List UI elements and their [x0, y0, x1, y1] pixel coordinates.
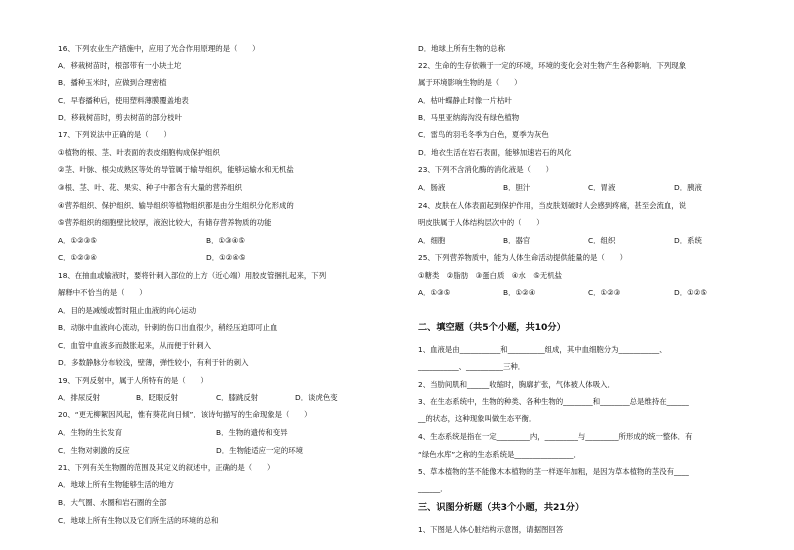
q17-option-c: C．①②③④ [58, 253, 98, 262]
section-fill-in-title: 二、填空题（共5个小题，共10分） [418, 322, 566, 333]
q25-option-a: A．①③⑤ [418, 288, 451, 297]
q25-option-c: C．①②③ [588, 288, 621, 297]
q19-option-d: D．谈虎色变 [295, 393, 338, 402]
q20-option-b: B．生物的遗传和变异 [216, 428, 288, 437]
q23-stem: 23、下列不含消化酶的消化液是（ ） [418, 165, 554, 174]
q18-option-c: C．血管中血液多而鼓胀起来，从而便于针刺入 [58, 341, 211, 350]
diagram-q1-stem: 1、下图是人体心脏结构示意图，请据图回答 [418, 525, 564, 534]
q17-option-d: D．①②④⑤ [206, 253, 246, 262]
fill-q5-line1: 5、草本植物的茎不能像木本植物的茎一样逐年加粗，是因为草本植物的茎没有____ [418, 467, 689, 476]
q16-option-a: A．移栽树苗时，根部带有一小块土坨 [58, 61, 182, 70]
q18-option-a: A．目的是减缓或暂时阻止血液的向心运动 [58, 306, 197, 315]
q17-stem: 17、下列说法中正确的是（ ） [58, 130, 171, 139]
q16-option-d: D．移栽树苗时，剪去树苗的部分枝叶 [58, 113, 182, 122]
q16-option-c: C．早春播种后，使用塑料薄膜覆盖地表 [58, 96, 189, 105]
fill-q4-line2: “绿色水库”之称的生态系统是________________． [418, 450, 581, 459]
q22-option-a: A．枯叶蝶静止时像一片枯叶 [418, 96, 512, 105]
fill-q1-line1: 1、血液是由___________和__________组成，其中血细胞分为___________、 [418, 345, 667, 354]
section-diagram-title: 三、识图分析题（共3个小题，共21分） [418, 502, 585, 513]
fill-q3-line2: __的状态，这种现象叫做生态平衡． [418, 414, 537, 423]
q21-stem: 21、下列有关生物圈的范围及其定义的叙述中，正确的是（ ） [58, 463, 275, 472]
q23-option-b: B．胆汁 [503, 183, 531, 192]
q17-statement-5: ⑤营养组织的细胞壁比较厚，液泡比较大，有储存营养物质的功能 [58, 218, 272, 227]
fill-q5-line2: ______． [418, 484, 448, 493]
q19-option-a: A．排尿反射 [58, 393, 101, 402]
q20-option-c: C．生物对刺激的反应 [58, 446, 130, 455]
q18-stem: 18、在抽血或输液时，要将针刺入部位的上方（近心端）用胶皮管捆扎起来，下列 [58, 271, 327, 280]
q18-stem-cont: 解释中不恰当的是（ ） [58, 288, 147, 297]
q24-stem-cont: 明皮肤属于人体结构层次中的（ ） [418, 218, 544, 227]
q16-option-b: B．播种玉米时，应做到合理密植 [58, 78, 167, 87]
q22-stem-cont: 属于环境影响生物的是（ ） [418, 78, 522, 87]
fill-q2: 2、当肋间肌和______收缩时，胸廓扩张，气体被人体吸入． [418, 380, 615, 389]
q24-option-b: B．器官 [503, 236, 531, 245]
fill-q3-line1: 3、在生态系统中，生物的种类、各种生物的________和________总是维持在______ [418, 397, 689, 406]
q25-items: ①糖类 ②脂肪 ③蛋白质 ④水 ⑤无机盐 [418, 271, 562, 280]
q24-option-d: D．系统 [674, 236, 702, 245]
q22-option-c: C．雷鸟的羽毛冬季为白色，夏季为灰色 [418, 130, 549, 139]
q22-option-b: B．马里亚纳海沟没有绿色植物 [418, 113, 520, 122]
q24-option-c: C．组织 [588, 236, 616, 245]
q17-option-a: A．①②③⑤ [58, 236, 97, 245]
q21-option-a: A．地球上所有生物能够生活的地方 [58, 480, 174, 489]
q19-option-b: B．眨眼反射 [136, 393, 179, 402]
q20-option-a: A．生物的生长发育 [58, 428, 123, 437]
q24-stem: 24、皮肤在人体表面起到保护作用，当皮肤划破时人会感到疼痛，甚至会流血，说 [418, 201, 687, 210]
q19-stem: 19、下列反射中，属于人所特有的是（ ） [58, 376, 208, 385]
q25-option-d: D．①②⑤ [674, 288, 707, 297]
q22-option-d: D．地衣生活在岩石表面，能够加速岩石的风化 [418, 148, 572, 157]
q21-option-d: D．地球上所有生物的总称 [418, 44, 505, 53]
q17-option-b: B．①③④⑤ [206, 236, 245, 245]
q23-option-d: D．胰液 [674, 183, 702, 192]
q17-statement-1: ①植物的根、茎、叶表面的表皮细胞构成保护组织 [58, 148, 220, 157]
q22-stem: 22、生命的生存依赖于一定的环境，环境的变化会对生物产生各种影响．下列现象 [418, 61, 687, 70]
q23-option-a: A．肠液 [418, 183, 446, 192]
q20-stem: 20、“更无柳絮因风起，惟有葵花向日倾”．该诗句描写的生命现象是（ ） [58, 410, 312, 419]
q16-stem: 16、下列农业生产措施中，应用了光合作用原理的是（ ） [58, 44, 260, 53]
fill-q1-line2: ___________、__________三种． [418, 362, 526, 371]
q25-stem: 25、下列营养物质中，能为人体生命活动提供能量的是（ ） [418, 253, 627, 262]
q17-statement-2: ②茎、叶脉、根尖成熟区等处的导管属于输导组织，能够运输水和无机盐 [58, 165, 294, 174]
q21-option-b: B．大气圈、水圈和岩石圈的全部 [58, 498, 167, 507]
fill-q4-line1: 4、生态系统是指在一定_________内，_________与_________所形成的统一整体．有 [418, 432, 693, 441]
q24-option-a: A．细胞 [418, 236, 446, 245]
q18-option-d: D．多数静脉分布较浅，壁薄，弹性较小，有利于针的刺入 [58, 358, 249, 367]
q25-option-b: B．①②④ [503, 288, 536, 297]
q19-option-c: C．膝跳反射 [216, 393, 259, 402]
q17-statement-4: ④营养组织、保护组织、输导组织等植物组织都是由分生组织分化形成的 [58, 201, 294, 210]
q21-option-c: C．地球上所有生物以及它们所生活的环境的总和 [58, 516, 219, 525]
q18-option-b: B．动脉中血液向心流动，针刺的伤口出血很少，稍经压迫即可止血 [58, 323, 278, 332]
q20-option-d: D．生物能适应一定的环境 [216, 446, 303, 455]
q23-option-c: C．胃液 [588, 183, 616, 192]
q17-statement-3: ③根、茎、叶、花、果实、种子中都含有大量的营养组织 [58, 183, 243, 192]
